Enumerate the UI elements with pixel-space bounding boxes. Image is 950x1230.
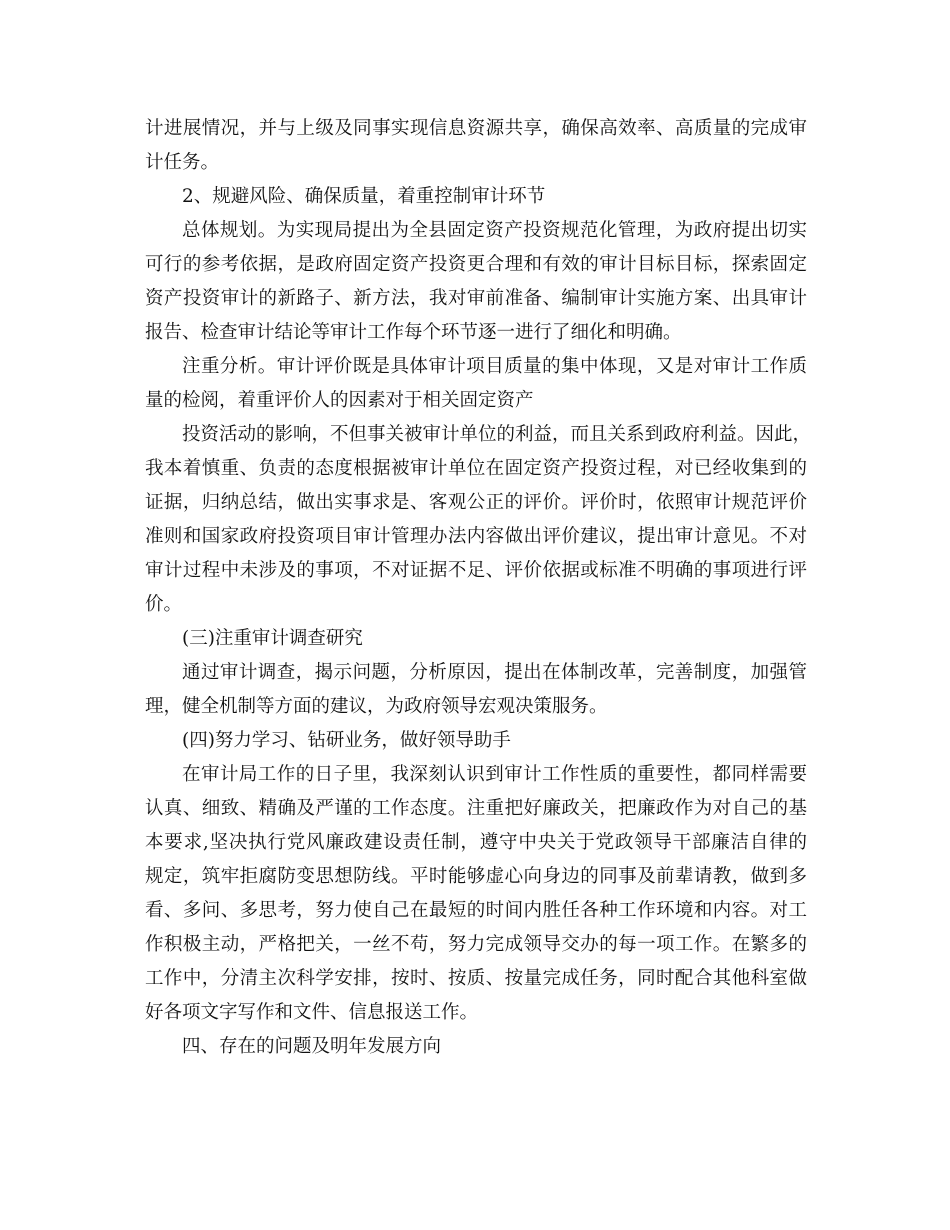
text-line: 注重分析。审计评价既是具体审计项目质量的集中体现，又是对审计工作质 bbox=[182, 356, 807, 377]
text-line: 报告、检查审计结论等审计工作每个环节逐一进行了细化和明确。 bbox=[145, 322, 682, 343]
text-line: 可行的参考依据，是政府固定资产投资更合理和有效的审计目标目标，探索固定 bbox=[145, 254, 807, 275]
document-page bbox=[145, 112, 812, 1064]
section-heading: 2、规避风险、确保质量，着重控制审计环节 bbox=[182, 186, 546, 207]
text-line: 我本着慎重、负责的态度根据被审计单位在固定资产投资过程，对已经收集到的 bbox=[145, 458, 807, 479]
text-line: 好各项文字写作和文件、信息报送工作。 bbox=[145, 1002, 479, 1023]
section-heading: 四、存在的问题及明年发展方向 bbox=[182, 1036, 442, 1057]
text-line: 本要求,坚决执行党风廉政建设责任制，遵守中央关于党政领导干部廉洁自律的 bbox=[145, 832, 807, 853]
text-line: 投资活动的影响，不但事关被审计单位的利益，而且关系到政府利益。因此， bbox=[182, 424, 812, 445]
text-line: 量的检阅，着重评价人的因素对于相关固定资产 bbox=[145, 390, 534, 411]
text-line: 理，健全机制等方面的建议，为政府领导宏观决策服务。 bbox=[145, 696, 608, 717]
text-line: 审计过程中未涉及的事项，不对证据不足、评价依据或标准不明确的事项进行评 bbox=[145, 560, 807, 581]
section-heading: (四)努力学习、钻研业务，做好领导助手 bbox=[182, 730, 511, 751]
text-line: 看、多问、多思考，努力使自己在最短的时间内胜任各种工作环境和内容。对工 bbox=[145, 900, 807, 921]
section-heading: (三)注重审计调查研究 bbox=[182, 628, 363, 649]
text-line: 计进展情况，并与上级及同事实现信息资源共享，确保高效率、高质量的完成审 bbox=[145, 118, 807, 139]
text-line: 规定，筑牢拒腐防变思想防线。平时能够虚心向身边的同事及前辈请教，做到多 bbox=[145, 866, 807, 887]
text-line: 作积极主动，严格把关，一丝不苟，努力完成领导交办的每一项工作。在繁多的 bbox=[145, 934, 807, 955]
text-line: 资产投资审计的新路子、新方法，我对审前准备、编制审计实施方案、出具审计 bbox=[145, 288, 807, 309]
text-line: 价。 bbox=[145, 594, 183, 615]
text-line: 工作中，分清主次科学安排，按时、按质、按量完成任务，同时配合其他科室做 bbox=[145, 968, 807, 989]
text-line: 准则和国家政府投资项目审计管理办法内容做出评价建议，提出审计意见。不对 bbox=[145, 526, 807, 547]
text-line: 通过审计调查，揭示问题，分析原因，提出在体制改革，完善制度，加强管 bbox=[182, 662, 807, 683]
text-line: 证据，归纳总结，做出实事求是、客观公正的评价。评价时，依照审计规范评价 bbox=[145, 492, 807, 513]
text-line: 认真、细致、精确及严谨的工作态度。注重把好廉政关，把廉政作为对自己的基 bbox=[145, 798, 807, 819]
text-line: 计任务。 bbox=[145, 152, 220, 173]
text-line: 在审计局工作的日子里，我深刻认识到审计工作性质的重要性，都同样需要 bbox=[182, 764, 807, 785]
text-line: 总体规划。为实现局提出为全县固定资产投资规范化管理，为政府提出切实 bbox=[182, 220, 807, 241]
